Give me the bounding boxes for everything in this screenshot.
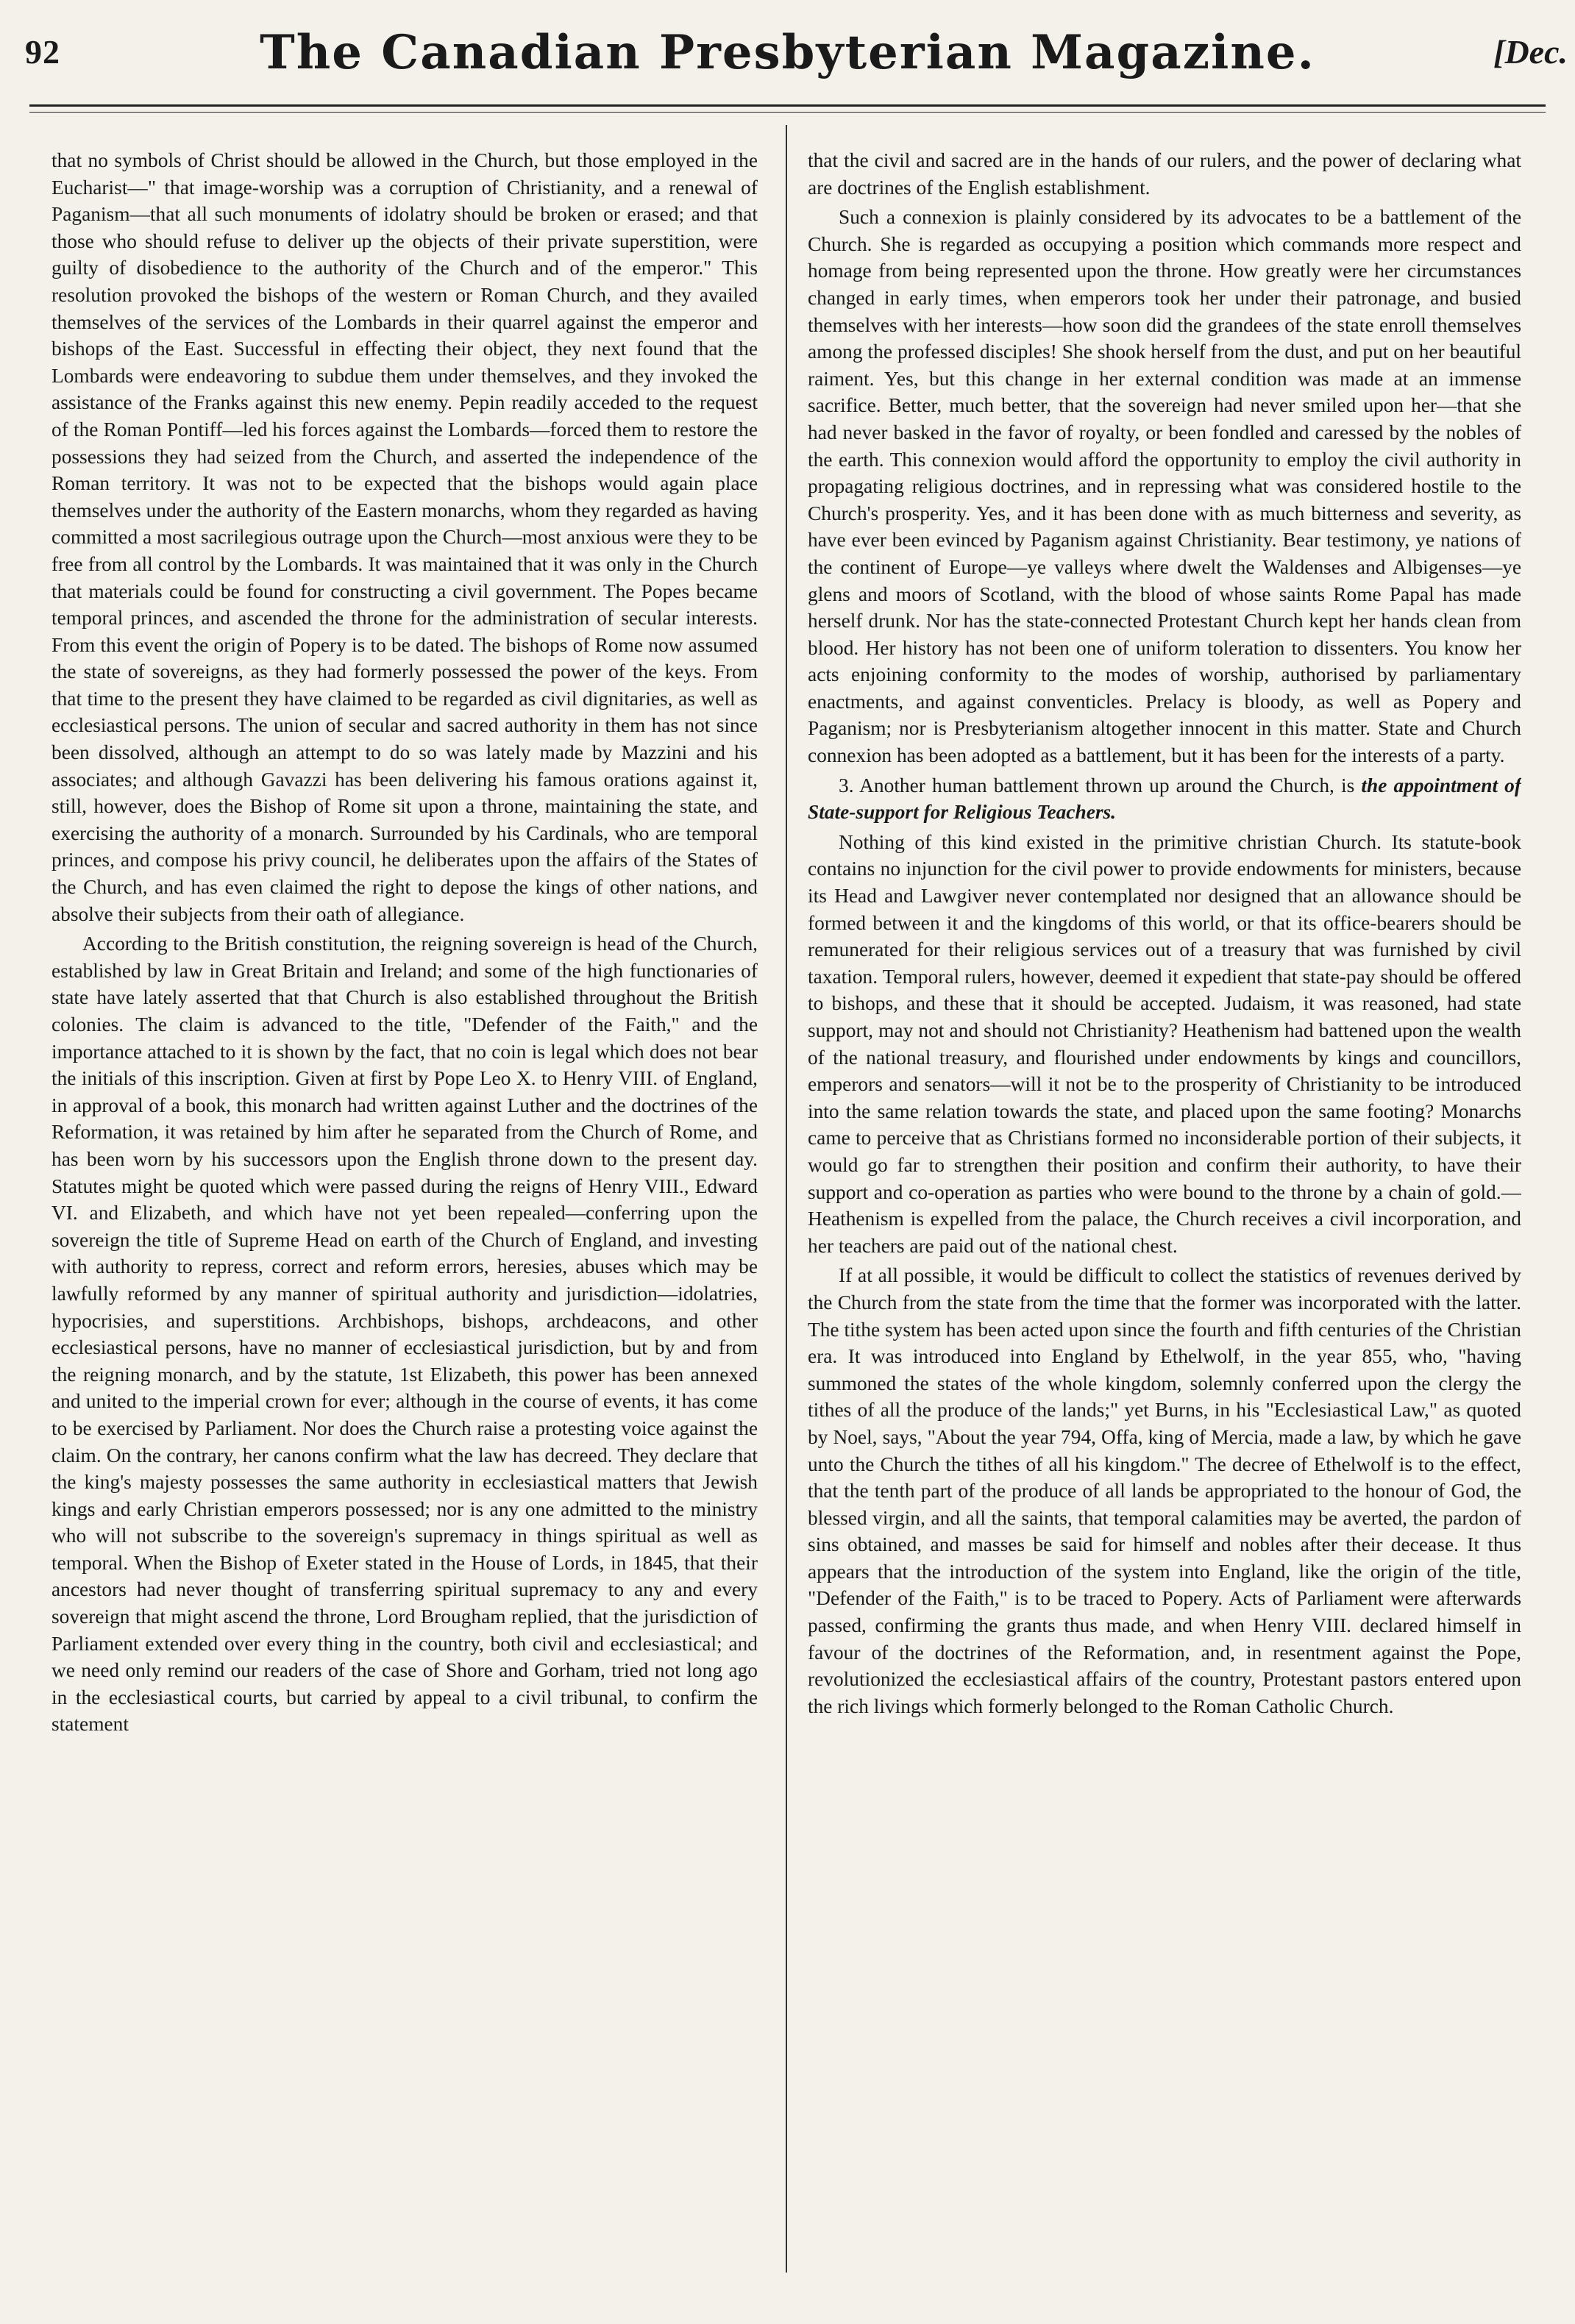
left-column (51, 147, 758, 2295)
section-lead-text: 3. Another human battlement thrown up around the Church, is (839, 774, 1362, 796)
body-paragraph: Such a connexion is plainly considered by its advocates to be a battlement of the Church. She is regarded as occupying a position which commands more respect and homage from being represented upon the throne. How greatly were her circumstances changed in early times, when emperors took her under their patronage, and busied themselves with her interests—how soon did the grandees of the state enroll themselves among the professed disciples! She shook herself from the dust, and put on her beautiful raiment. Yes, but this change in her external condition was made at an immense sacrifice. Better, much better, that the sovereign had never smiled upon her—that she had never basked in the favor of royalty, or been fondled and caressed by the nobles of the earth. This connexion would afford the opportunity to employ the civil authority in propagating religious doctrines, and in repressing what was considered hostile to the Church's prosperity. Yes, and it has been done with as much bitterness and severity, as have ever been evinced by Paganism against Christianity. Bear testimony, ye nations of the continent of Europe—ye valleys where dwelt the Waldenses and Albigenses—ye glens and moors of Scotland, with the blood of whose saints Rome Papal has made herself drunk. Nor has the state-connected Protestant Church kept her hands clean from blood. Her history has not been one of uniform toleration to dissenters. You know her acts enjoining conformity to the modes of worship, authorised by parliamentary enactments, and against conventicles. Prelacy is bloody, as well as Popery and Paganism; nor is Presbyterianism altogether innocent in this matter. State and Church connexion has been adopted as a battlement, but it has been for the interests of a party. (808, 206, 1521, 767)
right-column (808, 147, 1521, 2295)
column-divider (786, 125, 787, 2273)
body-paragraph: Nothing of this kind existed in the primitive christian Church. Its statute-book contains no injunction for the civil power to provide endowments for ministers, because its Head and Lawgiver never contemplated nor designed that an allowance should be formed between it and the kingdoms of this world, or that its office-bearers should be remunerated for their religious services out of a treasury that was furnished by civil taxation. Temporal rulers, however, deemed it expedient that state-pay should be offered to bishops, and these that it should be accepted. Judaism, it was reasoned, had state support, may not and should not Christianity? Heathenism had battened upon the wealth of the national treasury, and flourished under endowments by kings and councillors, emperors and senators—will it not be to the prosperity of Christianity to be introduced into the same relation towards the state, and placed upon the same footing? Monarchs came to perceive that as Christians formed no inconsiderable portion of their subjects, it would go far to strengthen their position and confirm their authority, to have their support and co-operation as parties who were bound to the throne by a chain of gold.—Heathenism is expelled from the palace, the Church receives a civil incorporation, and her teachers are paid out of the national chest. (808, 830, 1521, 1257)
issue-month: [Dec. (1493, 33, 1568, 71)
body-paragraph: that the civil and sacred are in the hands of our rulers, and the power of declaring what are doctrines of the English establishment. (808, 149, 1521, 199)
section-emphasis-text: the appointment of State-support for Religious Teachers. (808, 774, 1521, 824)
body-paragraph: If at all possible, it would be difficult to collect the statistics of revenues derived by the Church from the state from the time that the former was incorporated with the latter. The tithe system has been acted upon since the fourth and fifth centuries of the Christian era. It was introduced into England by Ethelwolf, in the year 855, who, "having summoned the states of the whole kingdom, solemnly conferred upon the clergy the tithes of all the produce of the lands;" yet Burns, in his "Ecclesiastical Law," as quoted by Noel, says, "About the year 794, Offa, king of Mercia, made a law, by which he gave unto the Church the tithes of all his kingdom." The decree of Ethelwolf is to the effect, that the tenth part of the produce of all lands be appropriated to the honour of God, the blessed virgin, and all the saints, that temporal calamities may be averted, the pardon of sins obtained, and masses be said for himself and nobles after their decease. It thus appears that the introduction of the system into England, like the origin of the title, "Defender of the Faith," is to be traced to Popery. Acts of Parliament were afterwards passed, confirming the grants thus made, and when Henry VIII. declared himself in favour of the doctrines of the Reformation, and, in resentment against the Pope, revolutionized the ecclesiastical affairs of the country, Protestant pastors entered upon the rich livings which formerly belonged to the Roman Catholic Church. (808, 1264, 1521, 1717)
magazine-title: The Canadian Presbyterian Magazine. (260, 25, 1315, 80)
header-rule-thin (29, 112, 1546, 113)
page-number: 92 (25, 33, 60, 71)
section-heading-paragraph (808, 772, 1521, 826)
header-rule-thick (29, 104, 1546, 107)
body-paragraph: that no symbols of Christ should be allowed in the Church, but those employed in the Eucharist—" that image-worship was a corruption of Christianity, and a renewal of Paganism—that all such monuments of idolatry should be broken or erased; and that those who should refuse to deliver up the objects of their private superstition, were guilty of disobedience to the authority of the Church and of the emperor." This resolution provoked the bishops of the western or Roman Church, and they availed themselves of the services of the Lombards in their quarrel against the emperor and bishops of the East. Successful in effecting their object, they next found that the Lombards were endeavoring to subdue them under themselves, and they invoked the assistance of the Franks against this new enemy. Pepin readily acceded to the request of the Roman Pontiff—led his forces against the Lombards—forced them to restore the possessions they had seized from the Church, and asserted the independence of the Roman territory. It was not to be expected that the bishops would again place themselves under the authority of the Eastern monarchs, whom they regarded as having committed a most sacrilegious outrage upon the Church—most anxious were they to be free from all control by the Lombards. It was maintained that it was only in the Church that materials could be found for constructing a civil government. The Popes became temporal princes, and ascended the throne for the administration of secular interests. From this event the origin of Popery is to be dated. The bishops of Rome now assumed the state of sovereigns, as they had formerly possessed the power of the keys. From that time to the present they have claimed to be regarded as civil dignitaries, as well as ecclesiastical persons. The union of secular and sacred authority in them has not since been dissolved, although an attempt to do so was lately made by Mazzini and his associates; and although Gavazzi has been delivering his famous orations against it, still, however, does the Bishop of Rome sit upon a throne, maintaining the state, and exercising the authority of a monarch. Surrounded by his Cardinals, who are temporal princes, and compose his privy council, he deliberates upon the affairs of the States of the Church, and has even claimed the right to depose the kings of other nations, and absolve their subjects from their oath of allegiance. (51, 149, 758, 925)
body-paragraph: According to the British constitution, the reigning sovereign is head of the Church, established by law in Great Britain and Ireland; and some of the high functionaries of state have lately asserted that that Church is also established throughout the British colonies. The claim is advanced to the title, "Defender of the Faith," and the importance attached to it is shown by the fact, that no coin is legal which does not bear the initials of this inscription. Given at first by Pope Leo X. to Henry VIII. of England, in approval of a book, this monarch had written against Luther and the doctrines of the Reformation, it was retained by him after he separated from the Church of Rome, and has been worn by his successors upon the English throne down to the present day. Statutes might be quoted which were passed during the reigns of Henry VIII., Edward VI. and Elizabeth, and which have not yet been repealed—conferring upon the sovereign the title of Supreme Head on earth of the Church of England, and investing with authority to repress, correct and reform errors, heresies, abuses which may be lawfully reformed by any manner of spiritual authority and jurisdiction—idolatries, hypocrisies, and superstitions. Archbishops, bishops, archdeacons, and other ecclesiastical persons, have no manner of ecclesiastical jurisdiction, but by and from the reigning monarch, and by the statute, 1st Elizabeth, this power has been annexed and united to the imperial crown for ever; although in the course of events, it has come to be exercised by Parliament. Nor does the Church raise a protesting voice against the claim. On the contrary, her canons confirm what the law has decreed. They declare that the king's majesty possesses the same authority in ecclesiastical matters that Jewish kings and early Christian emperors possessed; nor is any one admitted to the ministry who will not subscribe to the sovereign's supremacy in things spiritual as well as temporal. When the Bishop of Exeter stated in the House of Lords, in 1845, that their ancestors had never thought of transferring spiritual supremacy to any and every sovereign that might ascend the throne, Lord Brougham replied, that the jurisdiction of Parliament extended over every thing in the country, both civil and ecclesiastical; and we need only remind our readers of the case of Shore and Gorham, tried not long ago in the ecclesiastical courts, but carried by appeal to a civil tribunal, to confirm the statement (51, 933, 758, 1736)
